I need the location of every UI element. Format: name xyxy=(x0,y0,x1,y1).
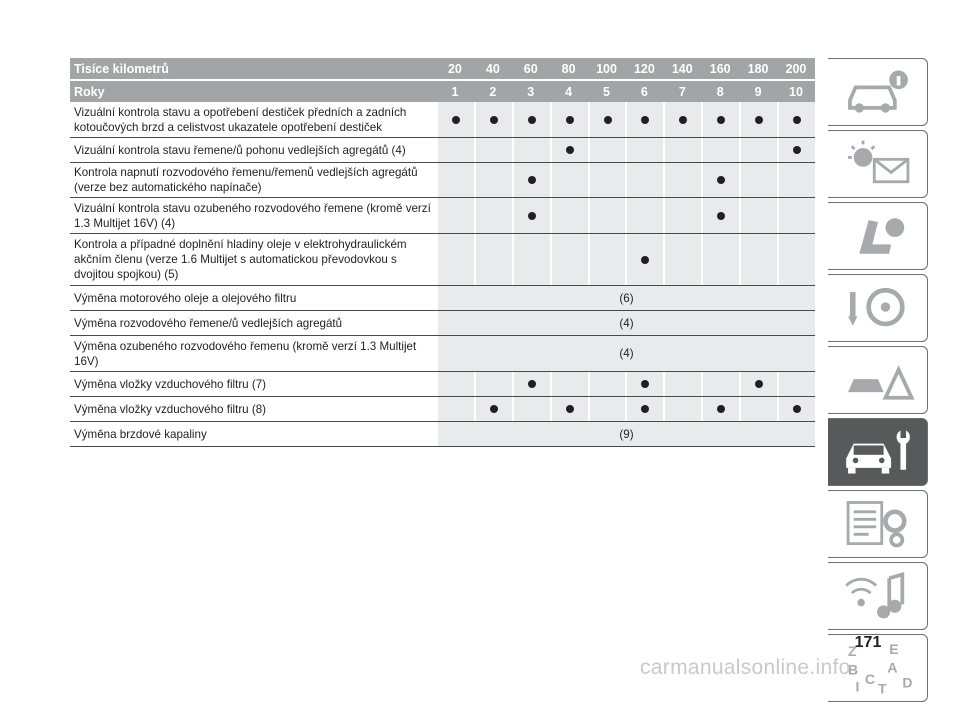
car-info-icon xyxy=(838,63,918,121)
row-label: Vizuální kontrola stavu ozubeného rozvodového řemene (kromě verzí 1.3 Multijet 16V) (4) xyxy=(74,201,431,230)
schedule-cell xyxy=(665,372,701,396)
schedule-cell xyxy=(779,198,815,233)
chapter-tab[interactable] xyxy=(828,346,928,414)
service-dot xyxy=(641,116,649,124)
service-dot xyxy=(604,116,612,124)
schedule-cell xyxy=(703,138,739,162)
service-dot xyxy=(755,116,763,124)
schedule-cell xyxy=(590,102,626,137)
service-dot xyxy=(793,116,801,124)
watermark: carmanualsonline.info xyxy=(640,656,851,679)
row-label: Výměna rozvodového řemene/ů vedlejších agregátů xyxy=(74,316,343,330)
multimedia-music-icon xyxy=(838,567,918,625)
schedule-cell xyxy=(514,198,550,233)
years-header-cell: 2 xyxy=(489,84,497,99)
km-header-cell: 160 xyxy=(709,61,731,76)
service-dot xyxy=(528,176,536,184)
schedule-cell xyxy=(476,198,512,233)
table-row xyxy=(70,336,815,372)
service-dot xyxy=(566,116,574,124)
chapter-tab[interactable] xyxy=(828,490,928,558)
schedule-cell xyxy=(514,102,550,137)
years-header-cell: 8 xyxy=(716,84,724,99)
index-letter: Z xyxy=(847,642,857,659)
schedule-cell xyxy=(665,234,701,285)
row-label: Výměna ozubeného rozvodového řemenu (kromě verzí 1.3 Multijet 16V) xyxy=(74,339,417,368)
index-letter: A xyxy=(886,659,897,676)
schedule-cell xyxy=(590,198,626,233)
schedule-cell xyxy=(438,372,474,396)
schedule-cell xyxy=(514,234,550,285)
years-header-cell: 3 xyxy=(527,84,535,99)
schedule-cell xyxy=(438,102,474,137)
schedule-cell xyxy=(438,198,474,233)
service-dot xyxy=(641,380,649,388)
service-dot xyxy=(452,116,460,124)
years-header-cell: 5 xyxy=(603,84,610,99)
car-wrench-icon xyxy=(838,423,918,481)
service-dot xyxy=(793,405,801,413)
schedule-cell xyxy=(779,234,815,285)
row-label: Kontrola napnutí rozvodového řemenu/řemenů vedlejších agregátů (verze bez automatického napínače) xyxy=(74,166,418,194)
service-dot xyxy=(641,256,649,264)
schedule-cell xyxy=(779,372,815,396)
schedule-cell xyxy=(476,163,512,197)
service-dot xyxy=(528,116,536,124)
km-header-row xyxy=(70,58,815,79)
chapter-tab[interactable] xyxy=(828,274,928,342)
schedule-cell xyxy=(476,234,512,285)
schedule-cell xyxy=(741,198,777,233)
schedule-cell xyxy=(552,234,588,285)
schedule-cell xyxy=(438,234,474,285)
schedule-cell xyxy=(627,397,663,421)
schedule-cell xyxy=(779,397,815,421)
schedule-cell xyxy=(779,102,815,137)
index-letter: C xyxy=(864,670,875,687)
schedule-cell xyxy=(514,138,550,162)
schedule-cell xyxy=(552,163,588,197)
schedule-cell xyxy=(514,397,550,421)
row-label: Výměna brzdové kapaliny xyxy=(74,427,207,441)
schedule-cell xyxy=(476,397,512,421)
chapter-tab[interactable] xyxy=(828,202,928,270)
row-label: Výměna vložky vzduchového filtru (8) xyxy=(74,402,267,416)
km-header-cell: 60 xyxy=(523,61,538,76)
service-dot xyxy=(793,146,801,154)
schedule-cell xyxy=(552,102,588,137)
schedule-cell xyxy=(552,372,588,396)
schedule-cell xyxy=(703,234,739,285)
car-accident-warning-icon xyxy=(838,351,918,409)
row-interval-note: (4) xyxy=(438,311,815,335)
service-dot xyxy=(717,176,725,184)
service-dot xyxy=(528,212,536,220)
index-letter: T xyxy=(877,680,887,697)
schedule-cell xyxy=(703,163,739,197)
schedule-cell xyxy=(552,198,588,233)
schedule-cell xyxy=(627,138,663,162)
row-label: Kontrola a případné doplnění hladiny oleje v elektrohydraulickém akčním členu (verze 1.6 Multijet s automatickou převodovkou s dvojitou spojkou) (5) xyxy=(74,238,407,281)
table-row xyxy=(70,198,815,234)
years-header-cell: 10 xyxy=(789,84,803,99)
row-label: Výměna motorového oleje a olejového filtru xyxy=(74,291,297,305)
years-header-cell: 4 xyxy=(565,84,573,99)
row-interval-note: (9) xyxy=(438,422,815,446)
schedule-cell xyxy=(741,138,777,162)
chapter-tabs-sidebar xyxy=(828,58,928,706)
service-dot xyxy=(566,146,574,154)
index-letter: B xyxy=(847,661,858,678)
service-dot xyxy=(641,405,649,413)
index-letter: D xyxy=(901,674,912,691)
schedule-cell xyxy=(665,198,701,233)
schedule-cell xyxy=(779,163,815,197)
page-number: 171 xyxy=(854,634,882,651)
row-label: Vizuální kontrola stavu a opotřebení destiček předních a zadních kotoučových brzd a celistvost ukazatele opotřebení destiček xyxy=(74,105,407,134)
table-row xyxy=(70,311,815,336)
chapter-tab[interactable] xyxy=(828,418,928,486)
service-dot xyxy=(490,405,498,413)
chapter-tab[interactable] xyxy=(828,130,928,198)
warning-light-message-icon xyxy=(838,135,918,193)
schedule-cell xyxy=(514,372,550,396)
chapter-tab[interactable] xyxy=(828,562,928,630)
service-dot xyxy=(679,116,687,124)
km-header-cell: 20 xyxy=(447,61,462,76)
schedule-cell xyxy=(627,234,663,285)
years-header-label: Roky xyxy=(74,84,105,99)
row-label: Vizuální kontrola stavu řemene/ů pohonu vedlejších agregátů (4) xyxy=(74,143,406,157)
years-header-cell: 9 xyxy=(754,84,762,99)
service-dot xyxy=(566,405,574,413)
years-header-cell: 1 xyxy=(451,84,459,99)
table-row xyxy=(70,286,815,311)
schedule-cell xyxy=(590,138,626,162)
schedule-cell xyxy=(438,397,474,421)
schedule-cell xyxy=(552,397,588,421)
km-header-cell: 140 xyxy=(671,61,693,76)
schedule-cell xyxy=(741,372,777,396)
schedule-cell xyxy=(627,163,663,197)
schedule-cell xyxy=(627,102,663,137)
schedule-cell xyxy=(703,397,739,421)
schedule-cell xyxy=(779,138,815,162)
service-dot xyxy=(528,380,536,388)
row-label: Výměna vložky vzduchového filtru (7) xyxy=(74,377,267,391)
schedule-cell xyxy=(438,163,474,197)
km-header-cell: 80 xyxy=(561,61,576,76)
years-header-row xyxy=(70,81,815,102)
schedule-cell xyxy=(476,138,512,162)
chapter-tab[interactable] xyxy=(828,58,928,126)
index-letter: I xyxy=(855,678,859,695)
years-header-cell: 7 xyxy=(678,84,686,99)
table-row xyxy=(70,138,815,163)
schedule-cell xyxy=(703,198,739,233)
row-interval-note: (6) xyxy=(438,286,815,310)
table-row xyxy=(70,397,815,422)
seat-airbag-icon xyxy=(838,207,918,265)
schedule-cell xyxy=(627,372,663,396)
schedule-cell xyxy=(665,397,701,421)
schedule-cell xyxy=(665,102,701,137)
schedule-cell xyxy=(741,163,777,197)
table-row xyxy=(70,422,815,447)
schedule-cell xyxy=(590,163,626,197)
km-header-cell: 180 xyxy=(747,61,769,76)
schedule-cell xyxy=(665,163,701,197)
table-row xyxy=(70,372,815,397)
schedule-cell xyxy=(590,234,626,285)
schedule-cell xyxy=(741,397,777,421)
service-dot xyxy=(755,380,763,388)
schedule-cell xyxy=(703,102,739,137)
table-row xyxy=(70,234,815,286)
specs-gears-icon xyxy=(838,495,918,553)
table-row xyxy=(70,102,815,138)
key-steering-wheel-icon xyxy=(838,279,918,337)
schedule-cell xyxy=(590,372,626,396)
schedule-cell xyxy=(627,198,663,233)
km-header-label: Tisíce kilometrů xyxy=(74,61,169,76)
schedule-cell xyxy=(552,138,588,162)
index-letter: E xyxy=(888,640,899,657)
table-row xyxy=(70,163,815,198)
schedule-cell xyxy=(665,138,701,162)
service-dot xyxy=(717,116,725,124)
km-header-cell: 200 xyxy=(785,61,807,76)
km-header-cell: 120 xyxy=(633,61,655,76)
schedule-cell xyxy=(741,102,777,137)
row-interval-note: (4) xyxy=(438,336,815,371)
schedule-cell xyxy=(476,372,512,396)
km-header-cell: 100 xyxy=(596,61,617,76)
maintenance-schedule-table xyxy=(70,58,815,447)
schedule-cell xyxy=(741,234,777,285)
schedule-cell xyxy=(703,372,739,396)
km-header-cell: 40 xyxy=(485,61,500,76)
service-dot xyxy=(717,212,725,220)
years-header-cell: 6 xyxy=(640,84,648,99)
schedule-cell xyxy=(590,397,626,421)
schedule-cell xyxy=(476,102,512,137)
service-dot xyxy=(717,405,725,413)
schedule-cell xyxy=(438,138,474,162)
service-dot xyxy=(490,116,498,124)
schedule-cell xyxy=(514,163,550,197)
